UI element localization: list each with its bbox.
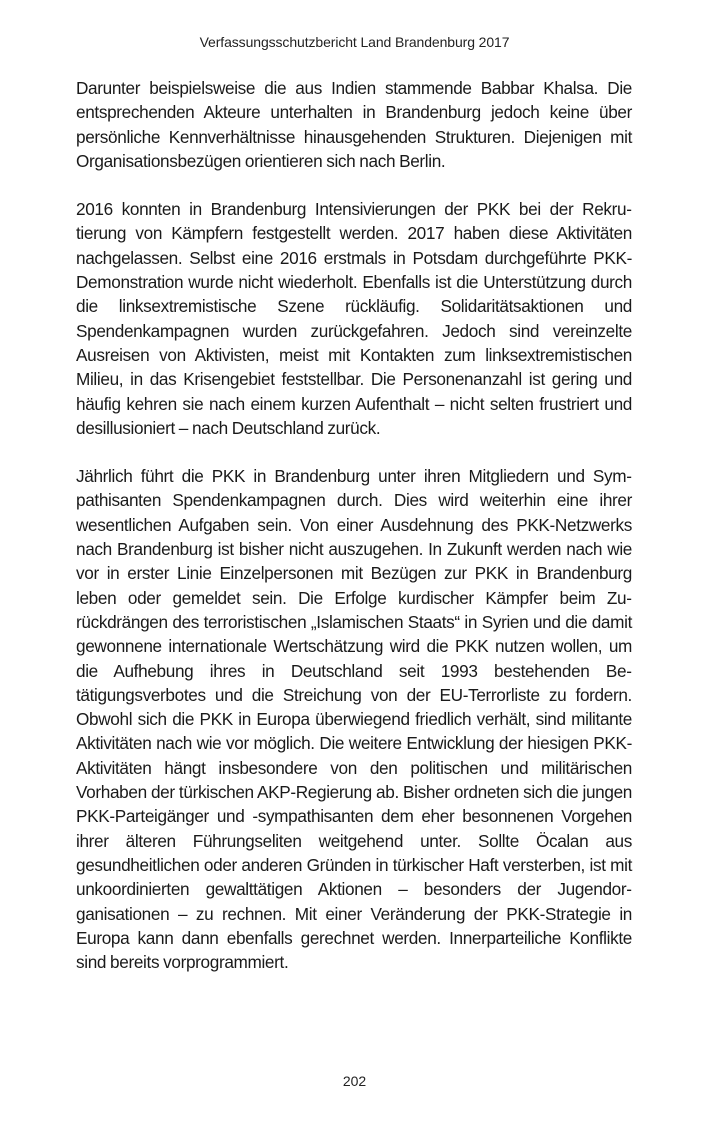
paragraph-babbar-khalsa: Darunter beispielsweise die aus Indien stammende Babbar Khalsa. Die entsprechenden Akteure unterhalten in Brandenburg jedoch keine über persönliche Kennverhältnisse hinausgehenden Strukturen. Diejenigen mit Organisationsbezügen orientieren sich nach Berlin. <box>76 78 632 171</box>
running-header: Verfassungsschutzbericht Land Brandenburg 2017 <box>199 34 510 50</box>
paragraph-pkk-recruitment: 2016 konnten in Brandenburg Intensivierungen der PKK bei der Rekrutierung von Kämpfern festgestellt werden. 2017 haben diese Aktivitäten nachgelassen. Selbst eine 2016 erstmals in Potsdam durchgeführte PKK-Demonstration wurde nicht wiederholt. Ebenfalls ist die Unterstützung durch die linksextremistische Szene rückläufig. Solidaritätsaktionen und Spendenkampagnen wurden zurückgefahren. Jedoch sind vereinzelte Ausreisen von Aktivisten, meist mit Kontakten zum linksextremistischen Milieu, in das Krisengebiet feststellbar. Die Personenanzahl ist gering und häufig kehren sie nach einem kurzen Aufenthalt – nicht selten frustriert und desillusioniert – nach Deutschland zurück. <box>76 199 632 438</box>
page-number: 202 <box>342 1073 367 1089</box>
paragraph-pkk-outlook: Jährlich führt die PKK in Brandenburg unter ihren Mitgliedern und Sympathisanten Spendenkampagnen durch. Dies wird weiterhin eine ihrer wesentlichen Aufgaben sein. Von einer Ausdehnung des PKK-Netzwerks nach Brandenburg ist bisher nicht auszugehen. In Zukunft werden nach wie vor in erster Linie Einzelpersonen mit Bezügen zur PKK in Brandenburg leben oder gemeldet sein. Die Erfolge kurdischer Kämpfer beim Zurückdrängen des terroristischen „Islamischen Staats“ in Syrien und die damit gewonnene internationale Wertschätzung wird die PKK nutzen wollen, um die Aufhebung ihres in Deutschland seit 1993 bestehenden Betätigungsverbotes und die Streichung von der EU-Terrorliste zu fordern. Obwohl sich die PKK in Europa überwiegend friedlich verhält, sind militante Aktivitäten nach wie vor möglich. Die weitere Entwicklung der hiesigen PKK-Aktivitäten hängt insbesondere von den politischen und militärischen Vorhaben der türkischen AKP-Regierung ab. Bisher ordneten sich die jungen PKK-Parteigänger und -sympathisanten dem eher besonnenen Vorgehen ihrer älteren Führungseliten weitgehend unter. Sollte Öcalan aus gesundheitlichen oder anderen Gründen in türkischer Haft versterben, ist mit unkoordinierten gewalttätigen Aktionen – besonders der Jugendorganisationen – zu rechnen. Mit einer Veränderung der PKK-Strategie in Europa kann dann ebenfalls gerechnet werden. Innerparteiliche Konflikte sind bereits vorprogrammiert. <box>76 466 632 973</box>
body-text <box>76 76 632 998</box>
